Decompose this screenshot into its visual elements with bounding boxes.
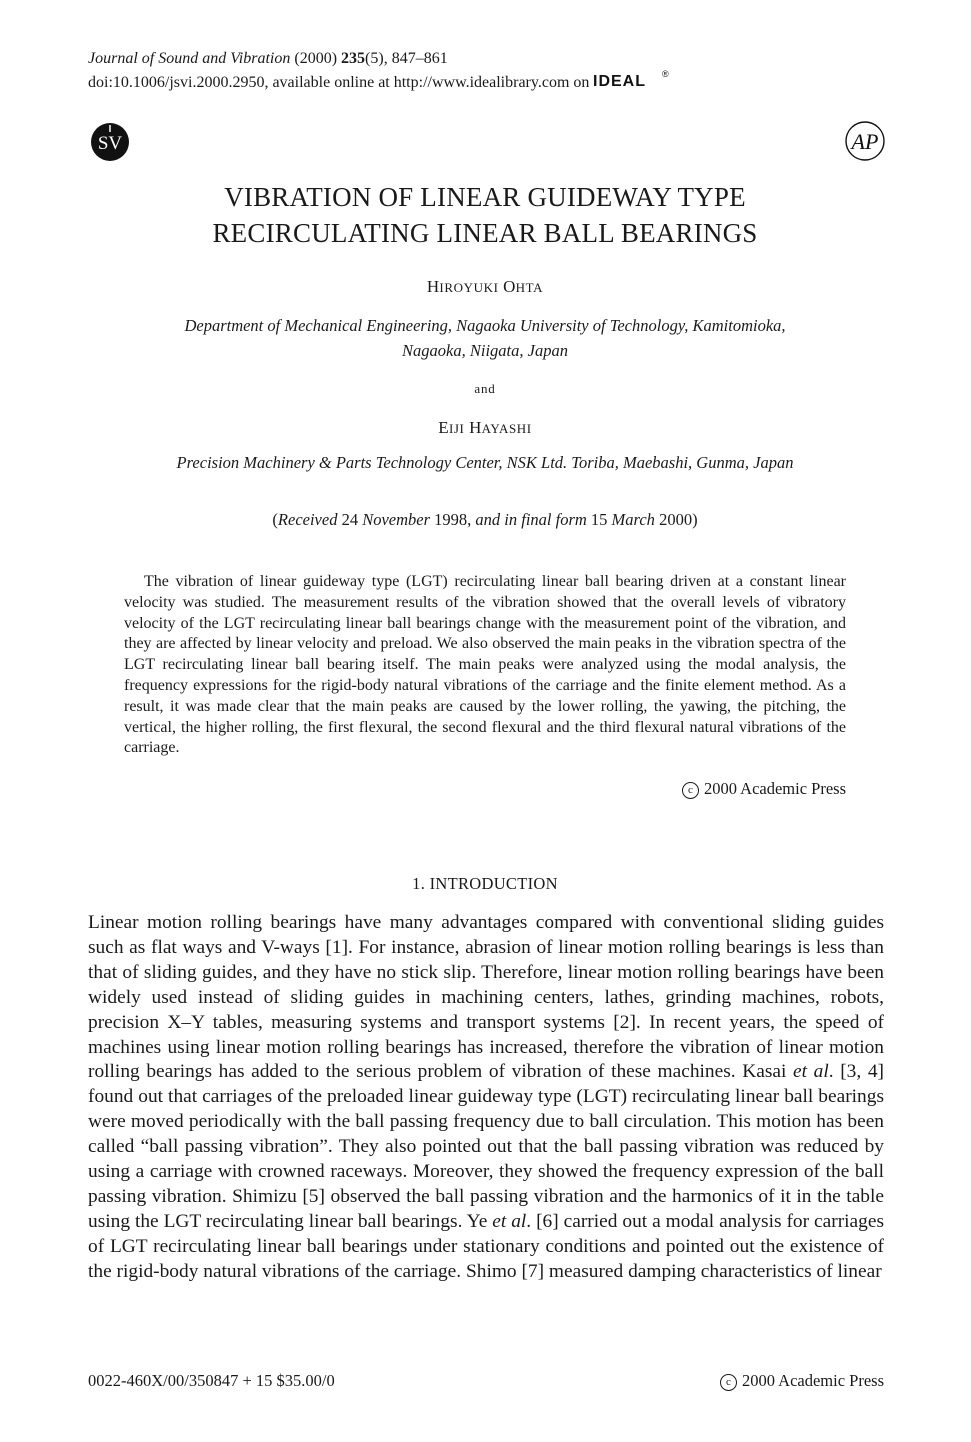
introduction-paragraph <box>88 911 884 1285</box>
author-2-affiliation <box>90 450 880 475</box>
author-1-affiliation <box>100 313 870 363</box>
title-line-1: VIBRATION OF LINEAR GUIDEWAY TYPE <box>224 182 746 212</box>
footer-copyright <box>600 1371 884 1391</box>
section-heading <box>90 874 880 894</box>
affiliation-1-line-2: Nagaoka, Niigata, Japan <box>402 341 568 360</box>
author-2-last-initial: H <box>469 418 482 437</box>
svg-text:®: ® <box>662 69 670 79</box>
abstract-copyright <box>600 779 846 799</box>
footer-copyright-text: 2000 Academic Press <box>741 1371 884 1390</box>
intro-text-2: . [3, 4] found out that carriages of the preloaded linear guideway type (LGT) recirculating linear ball bearings were moved periodically with the ball passing frequency due to ball circulation. This motion has been called “ball passing vibration”. They also pointed out that the ball passing vibration was reduced by using a carriage with crowned raceways. Moreover, they showed the frequency expression of the ball passing vibration. Shimizu [5] observed the ball passing vibration and the harmonics of it in the table using the LGT recirculating linear ball bearings. Ye <box>88 1061 884 1232</box>
ap-logo-icon <box>844 120 886 162</box>
author-1 <box>90 277 880 297</box>
copyright-icon: c <box>682 782 699 799</box>
affiliation-1-line-1: Department of Mechanical Engineering, Nagaoka University of Technology, Kamitomioka, <box>184 316 786 335</box>
section-number: 1. <box>412 874 426 893</box>
svg-text:IDEAL: IDEAL <box>593 73 647 90</box>
final-year: 2000) <box>654 510 698 529</box>
affiliation-2-line-1: Precision Machinery & Parts Technology Center, NSK Ltd. Toriba, Maebashi, Gunma, Japan <box>176 453 794 472</box>
journal-citation <box>88 48 888 69</box>
ideal-logo-icon <box>593 69 669 97</box>
doi-line <box>88 69 888 97</box>
journal-year: (2000) <box>290 50 342 67</box>
title-line-2: RECIRCULATING LINEAR BALL BEARINGS <box>212 218 758 248</box>
journal-issue-pages: (5), 847–861 <box>365 50 448 67</box>
footer-code: 0022-460X/00/350847 + 15 $35.00/0 <box>88 1371 335 1390</box>
journal-volume: 235 <box>341 50 366 67</box>
sv-logo-icon <box>90 120 130 162</box>
author-1-last-initial: O <box>503 277 516 296</box>
abstract-copyright-text: 2000 Academic Press <box>703 779 846 798</box>
author-1-last-rest: HTA <box>515 280 544 295</box>
journal-name: Journal of Sound and Vibration <box>88 50 291 67</box>
intro-text-1: Linear motion rolling bearings have many advantages compared with conventional sliding guides such as flat ways and V-ways [1]. For instance, abrasion of linear motion rolling bearings is less than that of sliding guides, and they have no stick slip. Therefore, linear motion rolling bearings have been widely used instead of sliding guides in machining centers, lathes, grinding machines, robots, precision X–Y tables, measuring systems and transport systems [2]. In recent years, the speed of machines using linear motion rolling bearings has increased, therefore the vibration of linear motion rolling bearings has added to the serious problem of vibration of these machines. Kasai <box>88 912 884 1083</box>
received-day: 24 <box>337 510 363 529</box>
footer-copyright-icon: c <box>720 1374 737 1391</box>
received-month: November <box>362 510 431 529</box>
author-2-first-rest: IJI <box>448 421 465 436</box>
intro-etal-1: et al <box>793 1061 829 1083</box>
section-title: INTRODUCTION <box>429 874 558 893</box>
author-2-first-initial: E <box>438 418 449 437</box>
final-form-label: and in final form <box>475 510 587 529</box>
paper-title <box>90 179 880 251</box>
intro-text-3: . [6] carried out a modal analysis for carriages of LGT recirculating linear ball bearings under stationary conditions and pointed out the existence of the rigid-body natural vibrations of the carriage. Shimo [7] measured damping characteristics of linear <box>88 1210 884 1282</box>
received-open: ( <box>272 510 278 529</box>
intro-etal-2: et al <box>492 1210 527 1232</box>
received-label: Received <box>277 510 338 529</box>
author-1-first-initial: H <box>426 277 440 296</box>
and-separator: and <box>474 381 496 396</box>
final-day: 15 <box>586 510 612 529</box>
abstract: The vibration of linear guideway type (LGT) recirculating linear ball bearing driven at a constant linear velocity was studied. The measurement results of the vibration showed that the overall levels of vibratory velocity of the LGT recirculating linear ball bearings change with the measurement point of the vibration, and they are affected by linear velocity and preload. We also observed the main peaks in the vibration spectra of the LGT recirculating linear ball bearing itself. The main peaks were analyzed using the modal analysis, the frequency expressions for the rigid-body natural vibrations of the carriage and the finite element method. As a result, it was made clear that the main peaks are caused by the lower rolling, the yawing, the pitching, the vertical, the higher rolling, the first flexural, the second flexural and the third flexural natural vibrations of the carriage. <box>124 573 846 757</box>
received-dates <box>90 510 880 530</box>
doi-text: doi:10.1006/jsvi.2000.2950, available online at http://www.idealibrary.com on <box>88 74 590 91</box>
author-1-first-rest: IROYUKI <box>439 280 499 295</box>
svg-text:AP: AP <box>851 129 879 154</box>
received-year: 1998, <box>430 510 476 529</box>
final-month: March <box>611 510 655 529</box>
author-2-last-rest: AYASHI <box>481 421 532 436</box>
author-2 <box>90 418 880 438</box>
journal-header <box>88 48 888 97</box>
svg-text:SV: SV <box>97 133 123 154</box>
